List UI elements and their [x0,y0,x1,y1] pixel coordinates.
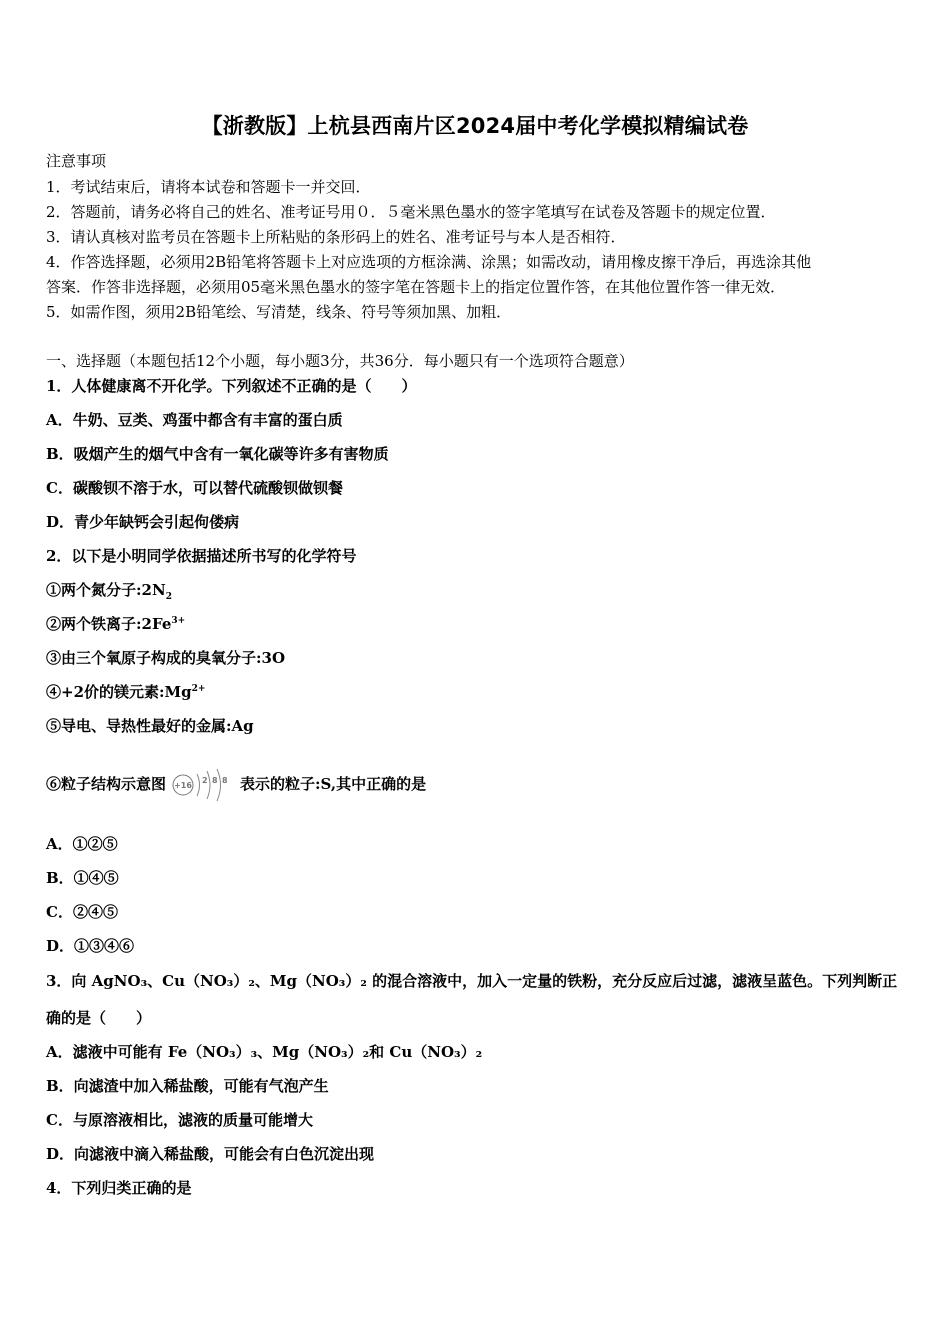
q2-option-a: A．①②⑤ [46,835,118,853]
q2-statement-2: ②两个铁离子$:2Fe^{3+}$ [46,615,186,633]
atom-structure-diagram [170,767,234,803]
q1-option-d: D．青少年缺钙会引起佝偻病 [46,513,240,531]
notice-item: 5．如需作图，须用2B铅笔绘、写清楚，线条、符号等须加黑、加粗． [46,303,512,321]
section-heading: 一、选择题（本题包括12个小题，每小题3分，共36分．每小题只有一个选项符合题意） [46,352,634,370]
question-2-stem: 2．以下是小明同学依据描述所书写的化学符号 [46,547,357,565]
q2-statement-3: ③由三个氧原子构成的臭氧分子:3O [46,649,286,667]
notice-item: 2．答题前，请务必将自己的姓名、准考证号用０．５毫米黑色墨水的签字笔填写在试卷及答题卡的规定位置． [46,203,776,221]
q3-option-c: C．与原溶液相比，滤液的质量可能增大 [46,1111,313,1129]
q2-statement-6: ⑥粒子结构示意图 +16 2 8 8 表示的粒子:S,其中正确的是 [46,766,426,803]
atom-shell-2-label: 8 [212,776,218,785]
notice-item: 答案．作答非选择题，必须用05毫米黑色墨水的签字笔在答题卡上的指定位置作答，在其他位置作答一律无效． [46,278,786,296]
q3-option-b: B．向滤渣中加入稀盐酸，可能有气泡产生 [46,1077,329,1095]
atom-shell-3-label: 8 [222,776,228,785]
q1-option-a: A．牛奶、豆类、鸡蛋中都含有丰富的蛋白质 [46,411,343,429]
q2-statement-1: ①两个氮分子$:2N_2$ [46,581,172,602]
notice-heading: 注意事项 [46,152,107,170]
q1-option-c: C．碳酸钡不溶于水，可以替代硫酸钡做钡餐 [46,479,343,497]
q2-option-c: C．②④⑤ [46,903,118,921]
q3-option-a: A．滤液中可能有 Fe（NO₃）₃、Mg（NO₃）₂和 Cu（NO₃）₂ [46,1043,483,1061]
page-title: 【浙教版】上杭县西南片区2024届中考化学模拟精编试卷 [201,114,749,138]
atom-shell-1-label: 2 [202,776,208,785]
atom-nucleus-label: +16 [174,781,192,790]
notice-item: 4．作答选择题，必须用2B铅笔将答题卡上对应选项的方框涂满、涂黑；如需改动，请用橡皮擦干净后，再选涂其他 [46,253,812,271]
question-3-stem-cont: 确的是（ ） [46,1009,152,1027]
question-1-stem: 1．人体健康离不开化学。下列叙述不正确的是（ ） [46,377,417,395]
notice-item: 3．请认真核对监考员在答题卡上所粘贴的条形码上的姓名、准考证号与本人是否相符． [46,228,626,246]
notice-item: 1．考试结束后，请将本试卷和答题卡一并交回． [46,178,371,196]
q1-option-b: B．吸烟产生的烟气中含有一氧化碳等许多有害物质 [46,445,389,463]
question-3-stem: 3．向 AgNO₃、Cu（NO₃）₂、Mg（NO₃）₂ 的混合溶液中，加入一定量的铁粉，充分反应后过滤，滤液呈蓝色。下列判断正 [46,972,898,990]
question-4-stem: 4．下列归类正确的是 [46,1179,192,1197]
q2-option-b: B．①④⑤ [46,869,119,887]
q2-statement-5: ⑤导电、导热性最好的金属:Ag [46,717,254,735]
q3-option-d: D．向滤液中滴入稀盐酸，可能会有白色沉淀出现 [46,1145,375,1163]
q2-option-d: D．①③④⑥ [46,937,135,955]
q2-statement-4: ④+2价的镁元素$:Mg^{2+}$ [46,683,206,701]
